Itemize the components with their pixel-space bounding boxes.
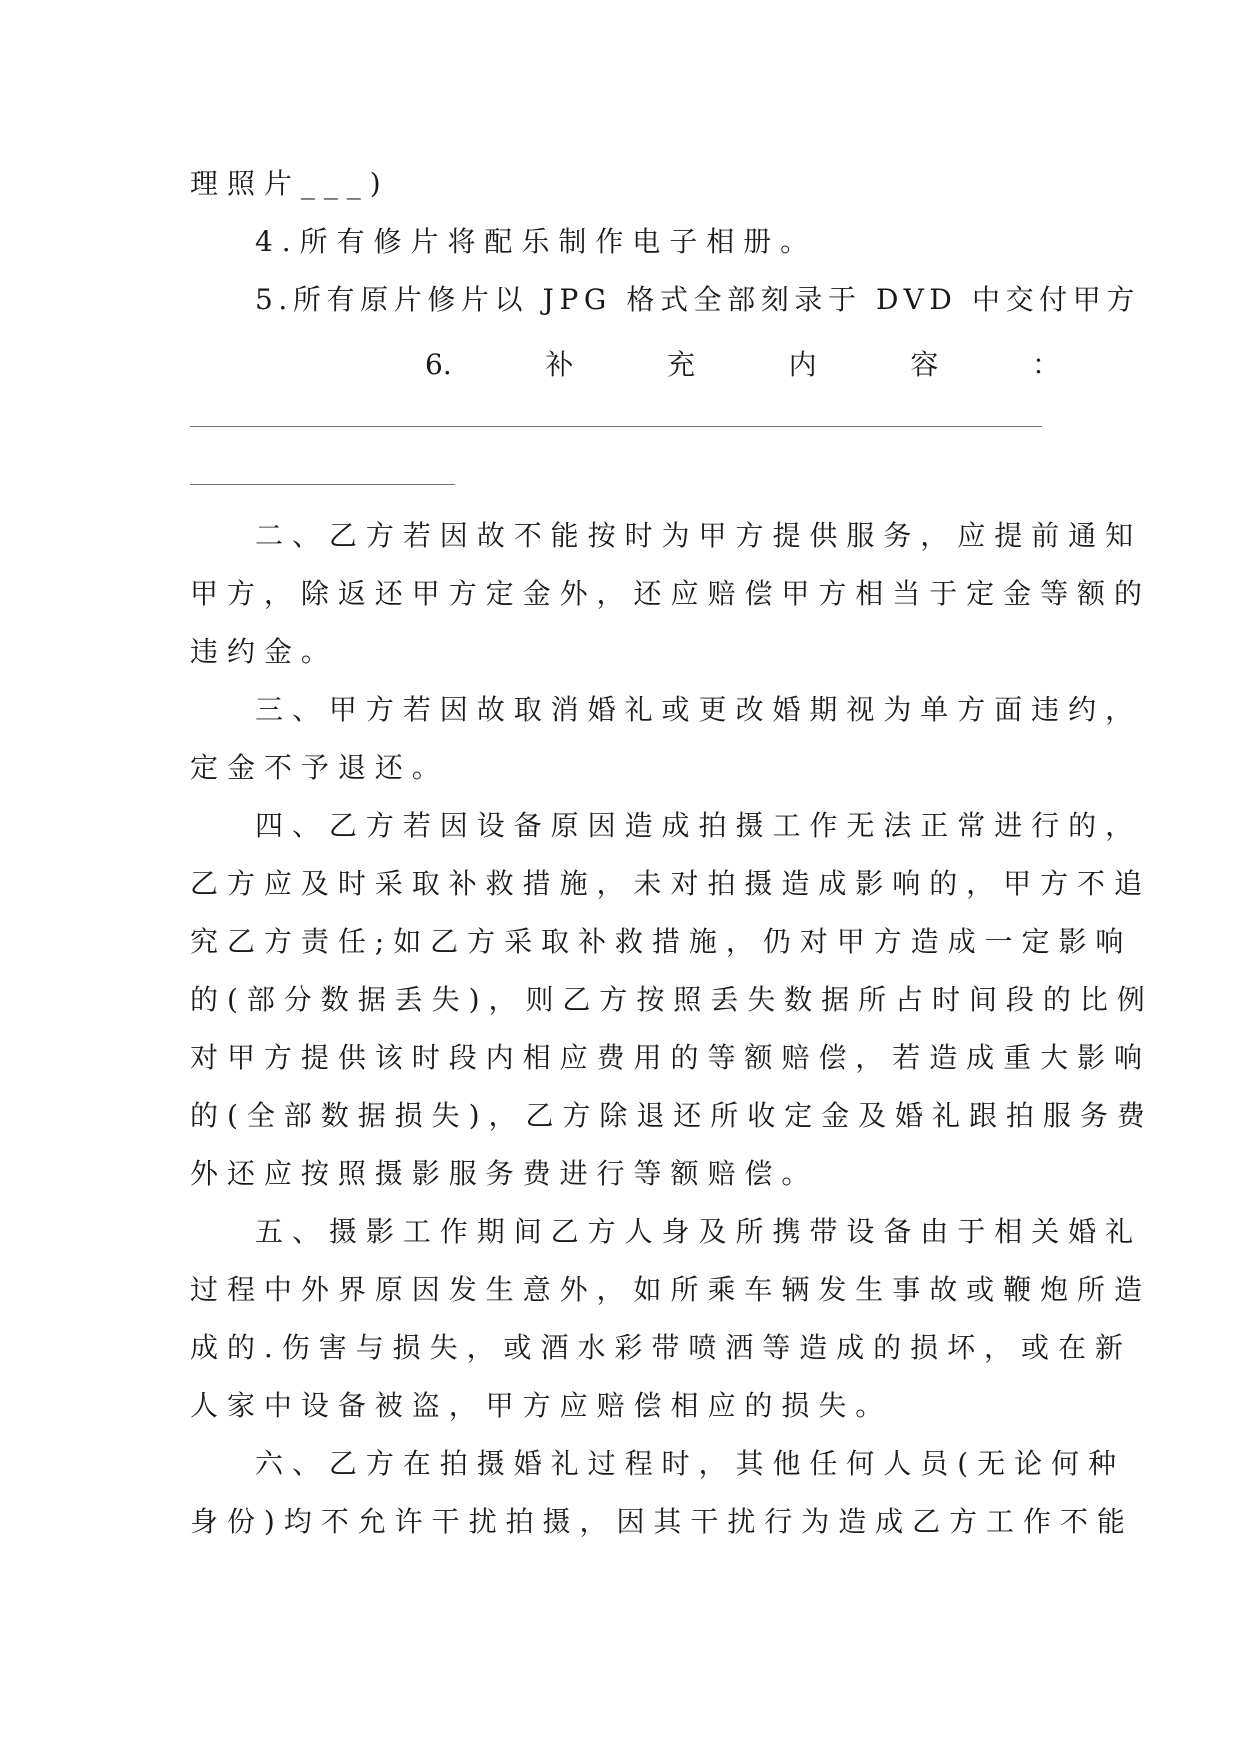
text-line: 理照片___) [190, 167, 390, 200]
supplement-heading [190, 345, 1060, 385]
paragraph-line: 乙方应及时采取补救措施，未对拍摄造成影响的，甲方不追 [190, 867, 1151, 900]
paragraph-line: 人家中设备被盗，甲方应赔偿相应的损失。 [190, 1389, 893, 1422]
supplement-char: 容 [910, 348, 939, 381]
paragraph-line: 违约金。 [190, 635, 338, 668]
paragraph-line: 三、甲方若因故取消婚礼或更改婚期视为单方面违约， [255, 693, 1143, 726]
paragraph-line: 过程中外界原因发生意外，如所乘车辆发生事故或鞭炮所造 [190, 1273, 1151, 1306]
paragraph-line: 五、摄影工作期间乙方人身及所携带设备由于相关婚礼 [255, 1215, 1143, 1248]
fill-in-blank-line [190, 426, 1042, 427]
paragraph-line: 的(部分数据丢失)，则乙方按照丢失数据所占时间段的比例 [190, 983, 1154, 1016]
paragraph-line: 外还应按照摄影服务费进行等额赔偿。 [190, 1157, 819, 1190]
paragraph-line: 对甲方提供该时段内相应费用的等额赔偿，若造成重大影响 [190, 1041, 1151, 1074]
paragraph-line: 定金不予退还。 [190, 751, 449, 784]
paragraph-line: 四、乙方若因设备原因造成拍摄工作无法正常进行的， [255, 809, 1143, 842]
paragraph-line: 的(全部数据损失)，乙方除退还所收定金及婚礼跟拍服务费 [190, 1099, 1154, 1132]
supplement-char: 6. [425, 348, 452, 381]
paragraph-line: 究乙方责任;如乙方采取补救措施，仍对甲方造成一定影响 [190, 925, 1133, 958]
supplement-char: 补 [545, 348, 574, 381]
text-line: 4.所有修片将配乐制作电子相册。 [255, 225, 818, 258]
paragraph-line: 六、乙方在拍摄婚礼过程时，其他任何人员(无论何种 [255, 1447, 1125, 1480]
paragraph-line: 甲方，除返还甲方定金外，还应赔偿甲方相当于定金等额的 [190, 577, 1151, 610]
supplement-char: 充 [667, 348, 696, 381]
supplement-char: ： [1031, 348, 1060, 381]
paragraph-line: 身份)均不允许干扰拍摄，因其干扰行为造成乙方工作不能 [190, 1505, 1134, 1538]
text-line: 5.所有原片修片以 JPG 格式全部刻录于 DVD 中交付甲方 [255, 283, 1140, 316]
fill-in-blank-line [190, 484, 455, 485]
paragraph-line: 二、乙方若因故不能按时为甲方提供服务，应提前通知 [255, 519, 1143, 552]
supplement-char: 内 [788, 348, 817, 381]
paragraph-line: 成的.伤害与损失，或酒水彩带喷洒等造成的损坏，或在新 [190, 1331, 1132, 1364]
